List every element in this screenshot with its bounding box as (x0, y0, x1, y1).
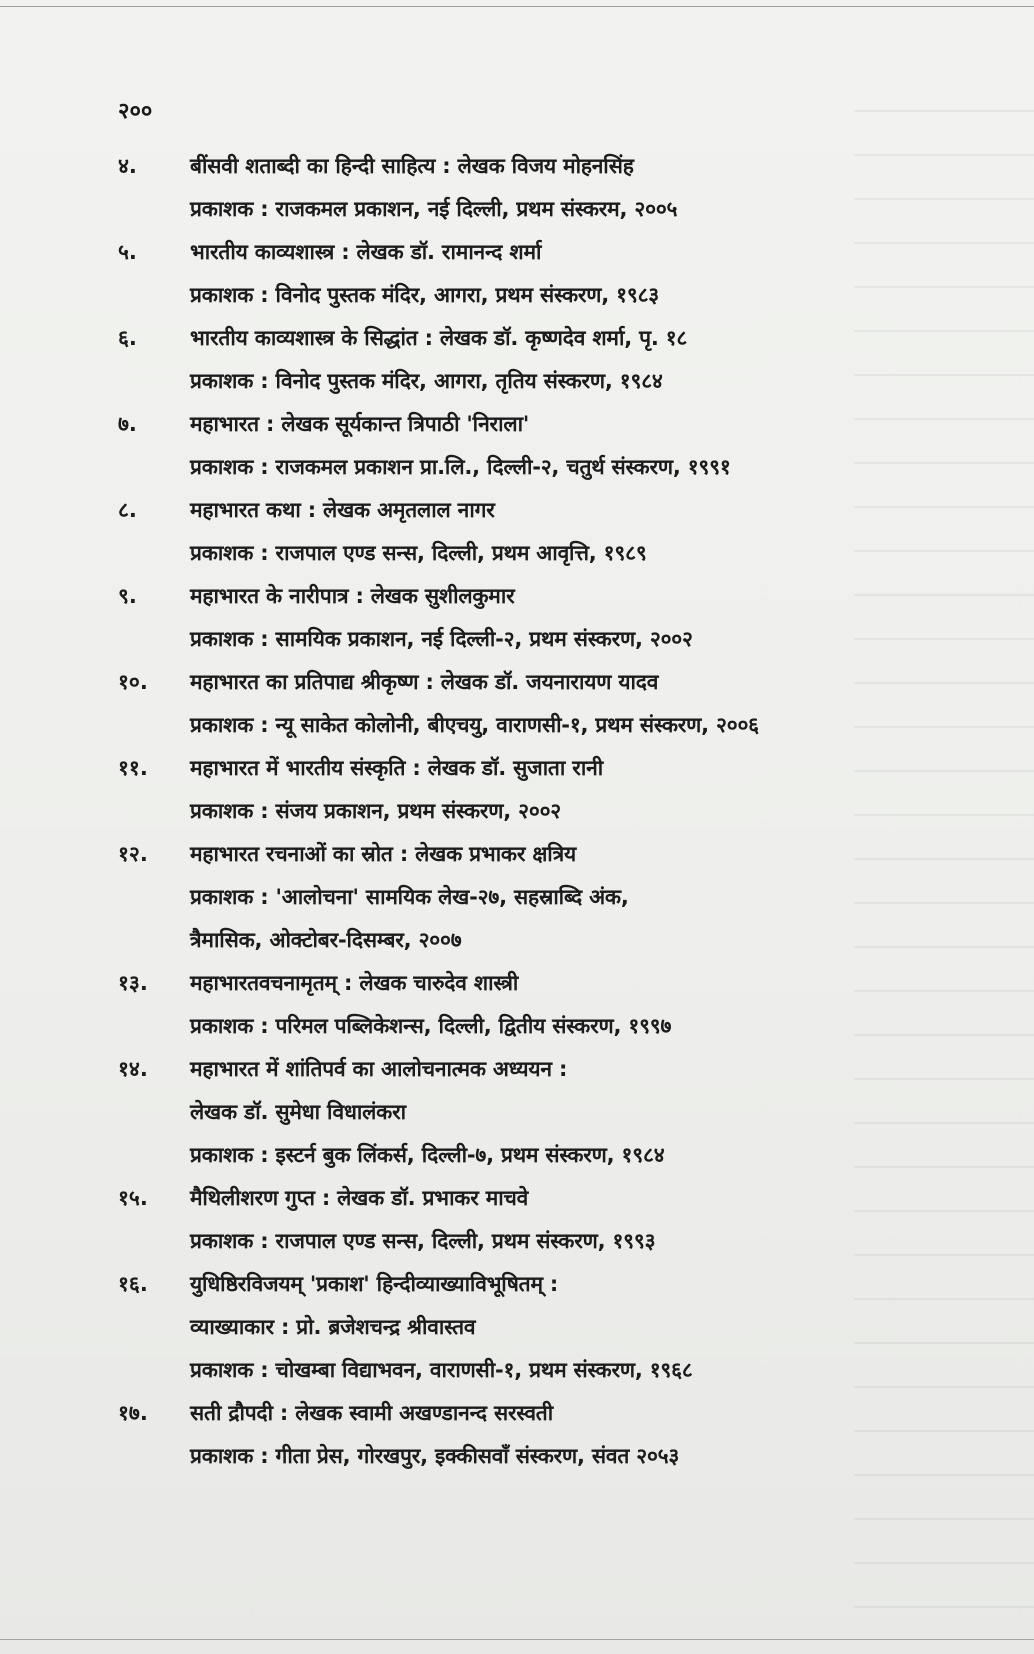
entry-text (190, 145, 968, 231)
bibliography-entry (118, 1177, 968, 1263)
entry-number: १०. (118, 670, 148, 694)
entry-publisher-line: प्रकाशक : परिमल पब्लिकेशन्स, दिल्ली, द्वितीय संस्करण, १९९७ (190, 1014, 672, 1038)
bibliography-entry (118, 575, 968, 661)
entry-text (190, 747, 968, 833)
bibliography-entry (118, 489, 968, 575)
entry-title-line: भारतीय काव्यशास्त्र के सिद्धांत : लेखक डॉ. कृष्णदेव शर्मा, पृ. १८ (190, 326, 688, 350)
entry-publisher-line: प्रकाशक : राजकमल प्रकाशन, नई दिल्ली, प्रथम संस्करम, २००५ (190, 197, 678, 221)
entry-publisher-line: त्रैमासिक, ओक्टोबर-दिसम्बर, २००७ (190, 928, 462, 952)
entry-text (190, 962, 968, 1048)
page-number: २०० (118, 99, 153, 124)
entry-number: ६. (118, 326, 137, 350)
entry-text (190, 1392, 968, 1478)
entry-publisher-line: प्रकाशक : चोखम्बा विद्याभवन, वाराणसी-१, प्रथम संस्करण, १९६८ (190, 1358, 693, 1382)
bibliography-entry (118, 833, 968, 962)
entry-publisher-line: प्रकाशक : संजय प्रकाशन, प्रथम संस्करण, २००२ (190, 799, 562, 823)
bibliography-entry (118, 231, 968, 317)
entry-text (190, 661, 968, 747)
entry-number: ५. (118, 240, 137, 264)
entry-number: १४. (118, 1057, 148, 1081)
bibliography-entry (118, 317, 968, 403)
entry-publisher-line: व्याख्याकार : प्रो. ब्रजेशचन्द्र श्रीवास्तव (190, 1315, 476, 1339)
bibliography-entry (118, 1048, 968, 1177)
entry-number: ९. (118, 584, 137, 608)
entry-title-line: महाभारत कथा : लेखक अमृतलाल नागर (190, 498, 495, 522)
entry-number: ८. (118, 498, 137, 522)
entry-title-line: महाभारत के नारीपात्र : लेखक सुशीलकुमार (190, 584, 515, 608)
entry-text (190, 1263, 968, 1392)
entry-title-line: महाभारतवचनामृतम् : लेखक चारुदेव शास्त्री (190, 971, 519, 995)
entry-text (190, 317, 968, 403)
entry-publisher-line: प्रकाशक : विनोद पुस्तक मंदिर, आगरा, तृतिय संस्करण, १९८४ (190, 369, 663, 393)
bibliography-entry (118, 403, 968, 489)
entry-text (190, 1177, 968, 1263)
entry-title-line: महाभारत का प्रतिपाद्य श्रीकृष्ण : लेखक डॉ. जयनारायण यादव (190, 670, 659, 694)
entry-number: १६. (118, 1272, 148, 1296)
entry-text (190, 231, 968, 317)
bibliography-entry (118, 1263, 968, 1392)
entry-number: १३. (118, 971, 148, 995)
entry-publisher-line: प्रकाशक : गीता प्रेस, गोरखपुर, इक्कीसवाँ संस्करण, संवत २०५३ (190, 1444, 680, 1468)
bibliography-list (118, 145, 968, 1478)
bibliography-entry (118, 962, 968, 1048)
entry-title-line: महाभारत में भारतीय संस्कृति : लेखक डॉ. सुजाता रानी (190, 756, 603, 780)
entry-title-line: सती द्रौपदी : लेखक स्वामी अखण्डानन्द सरस्वती (190, 1401, 554, 1425)
entry-number: १७. (118, 1401, 148, 1425)
bibliography-entry (118, 1392, 968, 1478)
entry-text (190, 1048, 968, 1177)
entry-title-line: मैथिलीशरण गुप्त : लेखक डॉ. प्रभाकर माचवे (190, 1186, 529, 1210)
entry-publisher-line: प्रकाशक : राजपाल एण्ड सन्स, दिल्ली, प्रथम आवृत्ति, १९८९ (190, 541, 647, 565)
entry-title-line: महाभारत रचनाओं का स्रोत : लेखक प्रभाकर क्षत्रिय (190, 842, 577, 866)
entry-text (190, 575, 968, 661)
entry-number: ७. (118, 412, 137, 436)
entry-title-line: महाभारत : लेखक सूर्यकान्त त्रिपाठी 'निराला' (190, 412, 530, 436)
bibliography-entry (118, 747, 968, 833)
entry-text (190, 489, 968, 575)
entry-number: १५. (118, 1186, 148, 1210)
entry-publisher-line: प्रकाशक : इस्टर्न बुक लिंकर्स, दिल्ली-७, प्रथम संस्करण, १९८४ (190, 1143, 665, 1167)
entry-title-line: महाभारत में शांतिपर्व का आलोचनात्मक अध्ययन : (190, 1057, 568, 1081)
entry-text (190, 403, 968, 489)
bibliography-entry (118, 145, 968, 231)
entry-title-line: बींसवी शताब्दी का हिन्दी साहित्य : लेखक विजय मोहनसिंह (190, 154, 634, 178)
entry-title-line: युधिष्ठिरविजयम् 'प्रकाश' हिन्दीव्याख्याविभूषितम् : (190, 1272, 559, 1296)
entry-publisher-line: प्रकाशक : विनोद पुस्तक मंदिर, आगरा, प्रथम संस्करण, १९८३ (190, 283, 660, 307)
entry-publisher-line: प्रकाशक : सामयिक प्रकाशन, नई दिल्ली-२, प्रथम संस्करण, २००२ (190, 627, 693, 651)
entry-publisher-line: प्रकाशक : न्यू साकेत कोलोनी, बीएचयु, वाराणसी-१, प्रथम संस्करण, २००६ (190, 713, 759, 737)
entry-publisher-line: लेखक डॉ. सुमेधा विधालंकरा (190, 1100, 406, 1124)
entry-publisher-line: प्रकाशक : 'आलोचना' सामयिक लेख-२७, सहस्राब्दि अंक, (190, 885, 629, 909)
entry-number: ४. (118, 154, 137, 178)
entry-publisher-line: प्रकाशक : राजकमल प्रकाशन प्रा.लि., दिल्ली-२, चतुर्थ संस्करण, १९९१ (190, 455, 731, 479)
bibliography-entry (118, 661, 968, 747)
entry-number: १२. (118, 842, 148, 866)
scan-edge-bottom (0, 1639, 1034, 1640)
entry-text (190, 833, 968, 962)
scan-edge-top (0, 6, 1034, 7)
entry-publisher-line: प्रकाशक : राजपाल एण्ड सन्स, दिल्ली, प्रथम संस्करण, १९९३ (190, 1229, 656, 1253)
entry-title-line: भारतीय काव्यशास्त्र : लेखक डॉ. रामानन्द शर्मा (190, 240, 542, 264)
entry-number: ११. (118, 756, 148, 780)
